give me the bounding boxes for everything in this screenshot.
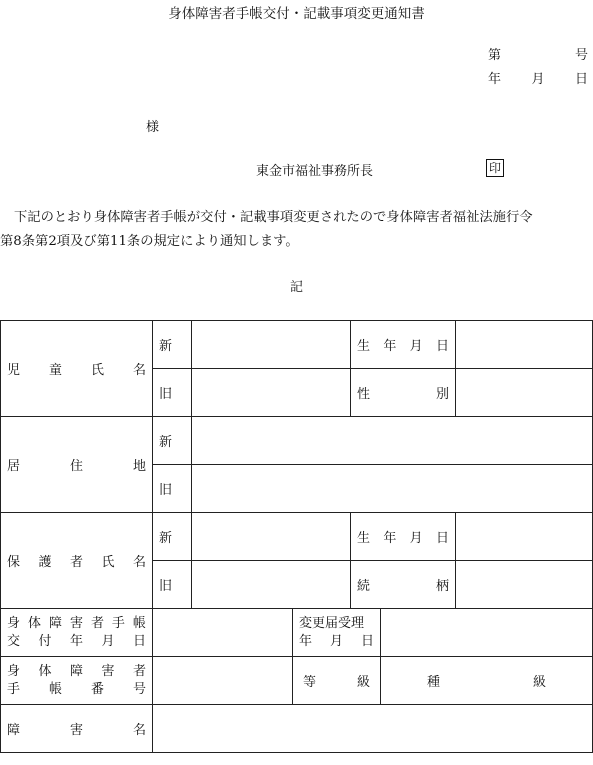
handbook-issue-date-field[interactable] bbox=[153, 609, 293, 657]
disability-name-label: 障 害 名 bbox=[1, 705, 153, 753]
table-row bbox=[1, 321, 593, 369]
table-row bbox=[1, 657, 593, 705]
seal-box: 印 bbox=[486, 159, 504, 177]
table-row bbox=[1, 705, 593, 753]
guardian-birthdate-label: 生 年 月 日 bbox=[351, 513, 456, 561]
number-prefix: 第 bbox=[488, 48, 502, 63]
child-name-label: 児 童 氏 名 bbox=[1, 321, 153, 417]
residence-new-field[interactable] bbox=[192, 417, 593, 465]
change-receipt-date-field[interactable] bbox=[381, 609, 593, 657]
document-title: 身体障害者手帳交付・記載事項変更通知書 bbox=[168, 6, 425, 22]
guardian-name-new-label: 新 bbox=[153, 513, 192, 561]
category-grade-field[interactable]: 種 級 bbox=[381, 657, 593, 705]
relation-label: 続 柄 bbox=[351, 561, 456, 609]
seal-mark bbox=[486, 159, 504, 177]
document-number bbox=[488, 44, 588, 63]
handbook-number-field[interactable] bbox=[153, 657, 293, 705]
disability-name-field[interactable] bbox=[153, 705, 593, 753]
change-receipt-date-label: 変更届受理 年 月 日 bbox=[293, 609, 381, 657]
grade-label: 等 級 bbox=[293, 657, 381, 705]
guardian-name-old-field[interactable] bbox=[192, 561, 351, 609]
child-name-old-field[interactable] bbox=[192, 369, 351, 417]
number-suffix: 号 bbox=[574, 48, 588, 63]
guardian-name-label: 保 護 者 氏 名 bbox=[1, 513, 153, 609]
document-date bbox=[488, 68, 588, 87]
child-name-new-label: 新 bbox=[153, 321, 192, 369]
child-birthdate-label: 生 年 月 日 bbox=[351, 321, 456, 369]
issuer-name: 東金市福祉事務所長 bbox=[256, 164, 374, 179]
notice-body bbox=[0, 206, 593, 254]
ki-heading: 記 bbox=[289, 280, 303, 295]
notification-form-table bbox=[0, 320, 593, 753]
gender-label: 性 別 bbox=[351, 369, 456, 417]
child-name-new-field[interactable] bbox=[192, 321, 351, 369]
handbook-number-label: 身 体 障 害 者 手 帳 番 号 bbox=[1, 657, 153, 705]
addressee-suffix: 様 bbox=[146, 120, 160, 135]
table-row bbox=[1, 609, 593, 657]
date-day: 日 bbox=[574, 72, 588, 87]
residence-old-field[interactable] bbox=[192, 465, 593, 513]
gender-field[interactable] bbox=[456, 369, 593, 417]
guardian-name-new-field[interactable] bbox=[192, 513, 351, 561]
guardian-name-old-label: 旧 bbox=[153, 561, 192, 609]
residence-new-label: 新 bbox=[153, 417, 192, 465]
date-year: 年 bbox=[488, 72, 502, 87]
table-row bbox=[1, 513, 593, 561]
date-month: 月 bbox=[531, 72, 545, 87]
notice-line-1: 下記のとおり身体障害者手帳が交付・記載事項変更されたので身体障害者福祉法施行令 bbox=[14, 210, 533, 225]
table-row bbox=[1, 417, 593, 465]
guardian-birthdate-field[interactable] bbox=[456, 513, 593, 561]
notice-line-2: 第8条第2項及び第11条の規定により通知します。 bbox=[0, 234, 299, 249]
residence-label: 居 住 地 bbox=[1, 417, 153, 513]
residence-old-label: 旧 bbox=[153, 465, 192, 513]
relation-field[interactable] bbox=[456, 561, 593, 609]
handbook-issue-date-label: 身 体 障 害 者 手 帳 交 付 年 月 日 bbox=[1, 609, 153, 657]
child-birthdate-field[interactable] bbox=[456, 321, 593, 369]
child-name-old-label: 旧 bbox=[153, 369, 192, 417]
